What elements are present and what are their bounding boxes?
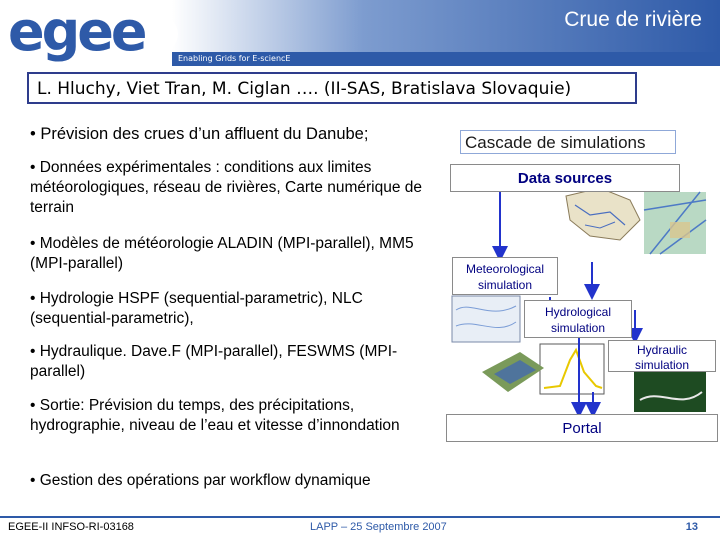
weather-map <box>452 296 520 342</box>
portal-box: Portal <box>446 414 718 442</box>
bullet-prevision: • Prévision des crues d’un affluent du Danube; <box>30 125 369 143</box>
cascade-title: Cascade de simulations <box>460 130 676 154</box>
footer-line <box>0 516 720 518</box>
bullet-sortie: • Sortie: Prévision du temps, des précipitations, hydrographie, niveau de l’eau et vitesse d’innondation <box>30 397 400 434</box>
authors-box: L. Hluchy, Viet Tran, M. Ciglan …. (II-SAS, Bratislava Slovaquie) <box>27 72 637 104</box>
hydrograph-chart <box>540 344 604 394</box>
hydraulic-simulation-box: Hydraulic simulation <box>608 340 716 372</box>
flood-terrain-3d <box>482 352 544 392</box>
footer-doc-id: EGEE-II INFSO-RI-03168 <box>8 521 134 533</box>
bullet-hydraulique: • Hydraulique. Dave.F (MPI-parallel), FESWMS (MPI-parallel) <box>30 343 398 380</box>
bullet-meteorologie: • Modèles de météorologie ALADIN (MPI-parallel), MM5 (MPI-parallel) <box>30 235 414 272</box>
logo-text: egee <box>8 0 145 63</box>
hydrological-simulation-box: Hydrological simulation <box>524 300 632 338</box>
meteorological-simulation-box: Meteorological simulation <box>452 257 558 295</box>
footer-event: LAPP – 25 Septembre 2007 <box>310 521 447 533</box>
flood-map <box>634 372 706 412</box>
bullet-donnees: • Données expérimentales : conditions aux limites météorologiques, réseau de rivières, Carte numérique de terrain <box>30 159 423 216</box>
bullet-hydrologie: • Hydrologie HSPF (sequential-parametric), NLC (sequential-parametric), <box>30 290 363 327</box>
data-sources-box: Data sources <box>450 164 680 192</box>
tagline: Enabling Grids for E-sciencE <box>178 54 291 63</box>
terrain-map <box>644 192 706 254</box>
slide-title: Crue de rivière <box>564 8 702 31</box>
page-number: 13 <box>685 521 698 533</box>
river-network-map <box>566 188 640 240</box>
bullet-gestion: • Gestion des opérations par workflow dynamique <box>30 472 371 489</box>
